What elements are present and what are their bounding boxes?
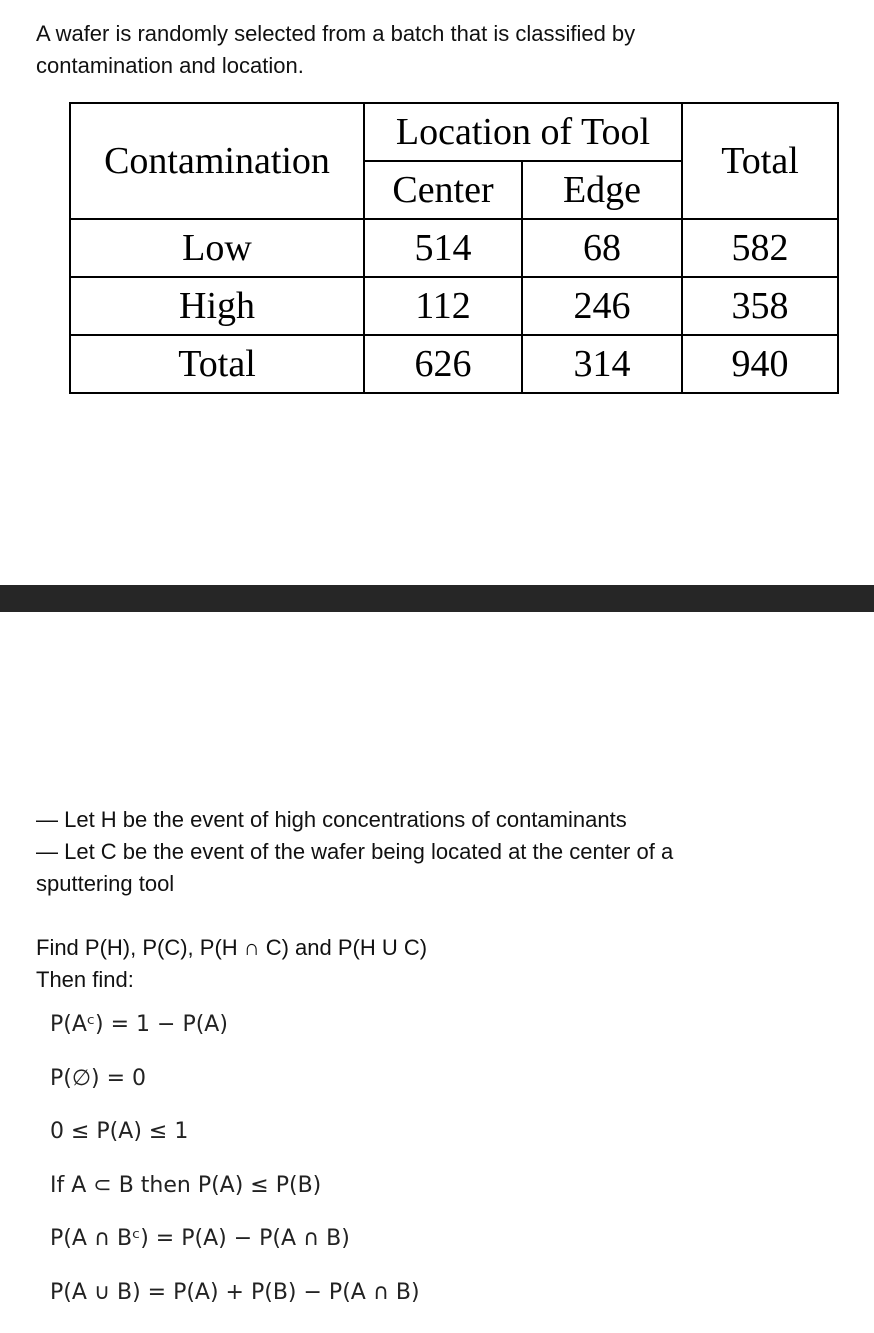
intro-text — [36, 18, 836, 82]
cell-center: 112 — [364, 277, 522, 335]
formula-subset: If A ⊂ B then P(A) ≤ P(B) — [50, 1172, 322, 1198]
intro-line-2: contamination and location. — [36, 53, 304, 78]
table-row — [70, 277, 838, 335]
header-location-of-tool: Location of Tool — [364, 103, 682, 161]
formula-union: P(A ∪ B) = P(A) + P(B) − P(A ∩ B) — [50, 1279, 420, 1305]
header-center: Center — [364, 161, 522, 219]
cell-edge: 314 — [522, 335, 682, 393]
cell-center: 514 — [364, 219, 522, 277]
header-contamination: Contamination — [70, 103, 364, 219]
task-text — [36, 932, 856, 996]
divider-band — [0, 585, 874, 612]
cell-edge: 68 — [522, 219, 682, 277]
formula-complement: P(Aᶜ) = 1 − P(A) — [50, 1012, 228, 1037]
formula-bounds: 0 ≤ P(A) ≤ 1 — [50, 1119, 189, 1144]
row-label: High — [70, 277, 364, 335]
formula-difference: P(A ∩ Bᶜ) = P(A) − P(A ∩ B) — [50, 1226, 350, 1251]
header-total: Total — [682, 103, 838, 219]
probability-rules — [50, 1012, 420, 1333]
definition-line-3: sputtering tool — [36, 871, 175, 896]
row-label: Total — [70, 335, 364, 393]
event-definitions — [36, 804, 856, 900]
cell-total: 940 — [682, 335, 838, 393]
table-row — [70, 335, 838, 393]
definition-line-1: — Let H be the event of high concentrations of contaminants — [36, 807, 627, 832]
intro-line-1: A wafer is randomly selected from a batch that is classified by — [36, 21, 636, 46]
definition-line-2: — Let C be the event of the wafer being located at the center of a — [36, 839, 674, 864]
cell-edge: 246 — [522, 277, 682, 335]
task-line-1: Find P(H), P(C), P(H ∩ C) and P(H U C) — [36, 935, 428, 960]
cell-center: 626 — [364, 335, 522, 393]
cell-total: 358 — [682, 277, 838, 335]
table-row — [70, 219, 838, 277]
row-label: Low — [70, 219, 364, 277]
header-edge: Edge — [522, 161, 682, 219]
cell-total: 582 — [682, 219, 838, 277]
contingency-table — [69, 102, 839, 394]
formula-empty-set: P(∅) = 0 — [50, 1065, 147, 1091]
task-line-2: Then find: — [36, 967, 134, 992]
